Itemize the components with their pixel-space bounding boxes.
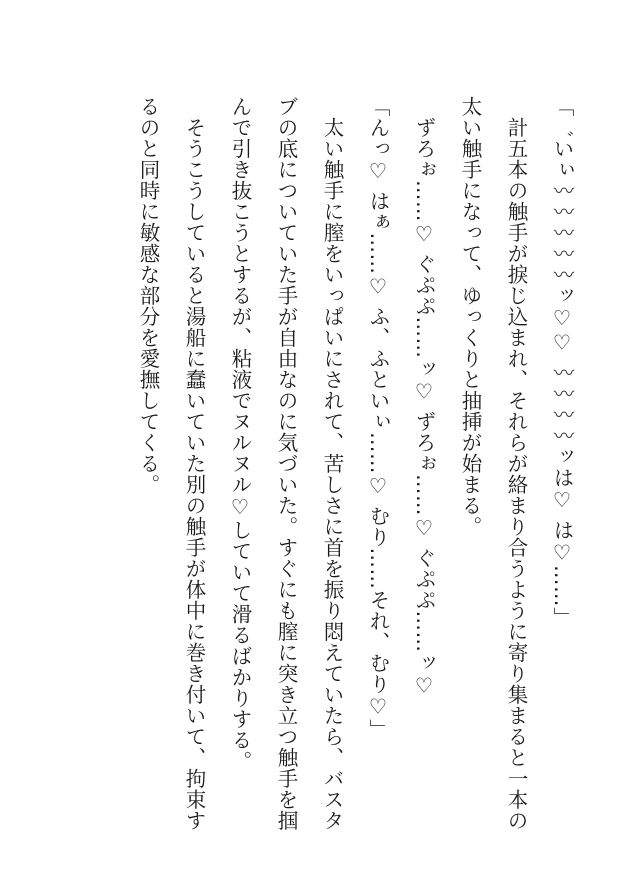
paragraph-6: そうこうしていると湯船に蠢いていた別の触手が体中に巻き付いて、拘束するのと同時に敏感な部分を愛撫してくる。: [136, 96, 206, 831]
vertical-text-body: [125, 96, 585, 836]
paragraph-1: 「゛いぃ〰〰〰〰〰ッ♡♡ 〰〰〰〰ッは♡ は♡……」: [550, 96, 574, 629]
paragraph-5: 太い触手に膣をいっぱいにされて、苦しさに首を振り悶えていたら、バスタブの底についていた手が自由なのに気づいた。すぐにも膣に突き立つ触手を掴んで引き抜こうとするが、粘液でヌルヌル♡していて滑るばかりする。: [228, 96, 344, 831]
paragraph-3: ずろぉ……♡ ぐぷぷ……ッ♡ ずろぉ……♡ ぐぷぷ……ッ♡: [412, 96, 436, 699]
paragraph-4: 「んっ♡ はぁ……♡ ふ、ふといぃ……♡ むり……それ、むり♡」: [366, 96, 390, 741]
paragraph-2: 計五本の触手が捩じ込まれ、それらが絡まり合うように寄り集まると一本の太い触手になって、ゆっくりと抽挿が始まる。: [458, 96, 528, 831]
